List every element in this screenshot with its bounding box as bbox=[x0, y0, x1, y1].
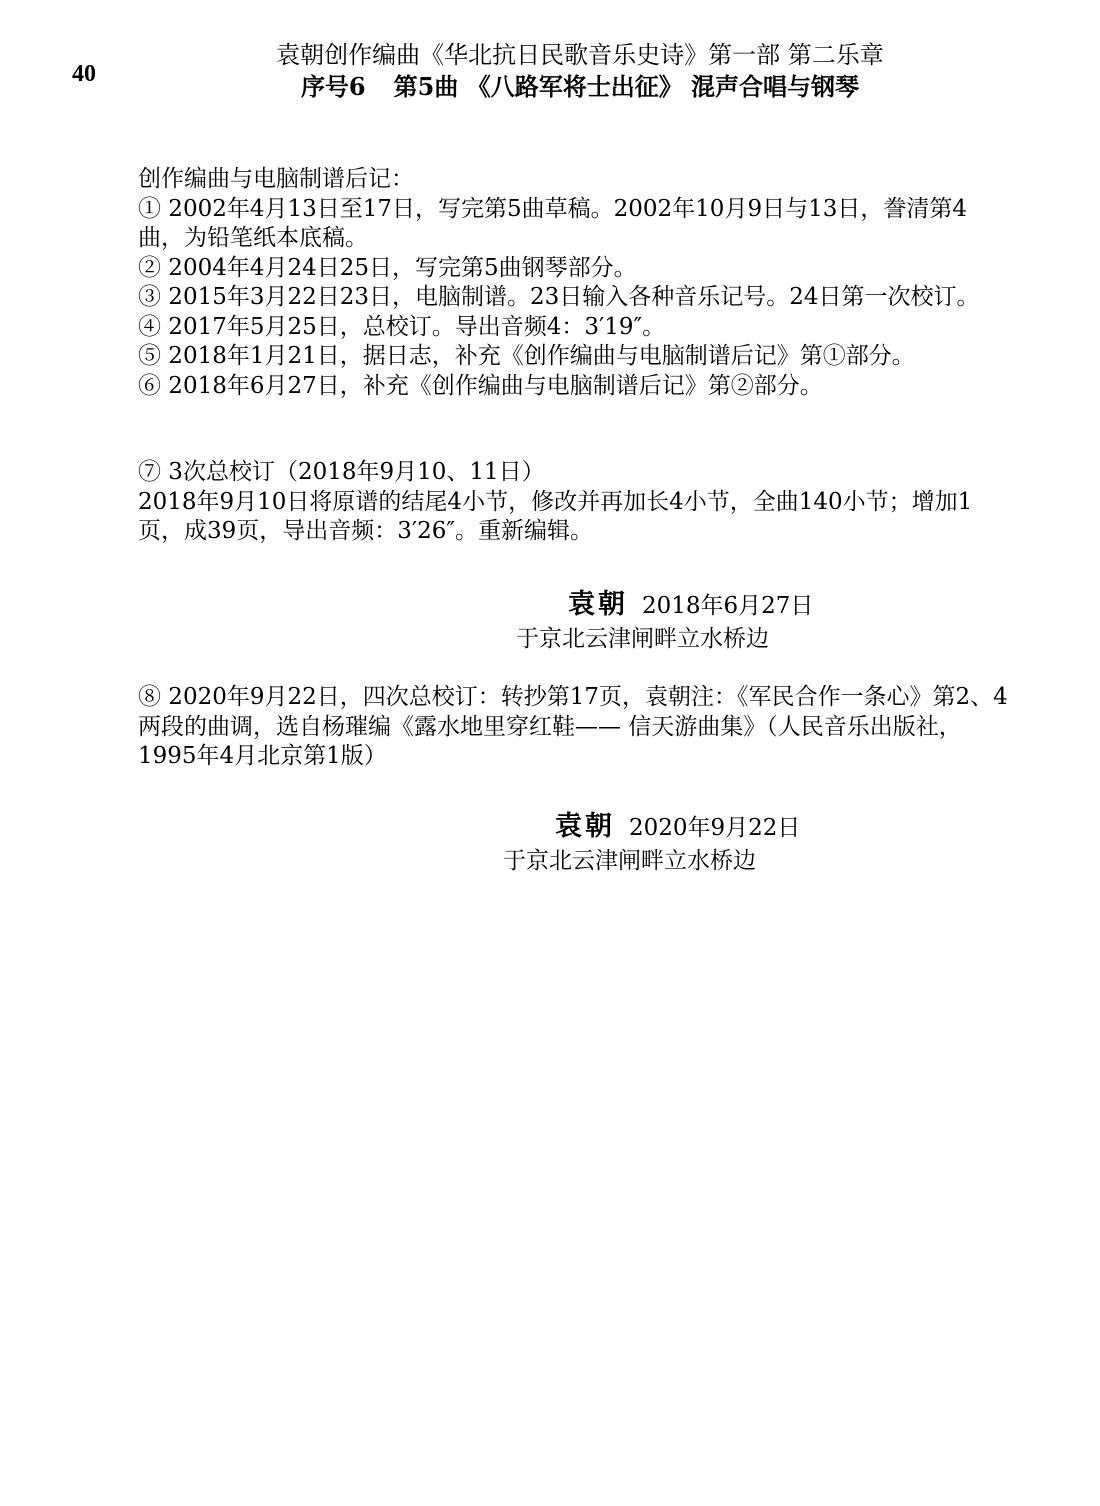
notes-block bbox=[138, 165, 1008, 401]
place-part: 云津闸畔 bbox=[572, 848, 664, 874]
signature-name: 袁朝 bbox=[568, 589, 628, 620]
signature-2 bbox=[555, 810, 800, 845]
header-sequence: 序号6 bbox=[300, 72, 366, 101]
place-part: 立水桥边 bbox=[677, 626, 769, 652]
signature-2-place bbox=[503, 844, 756, 878]
place-part: 于京北 bbox=[503, 848, 572, 874]
note-item-7-body: 2018年9月10日将原谱的结尾4小节，修改并再加长4小节，全曲140小节；增加1页，成39页，导出音频：3′26″。重新编辑。 bbox=[138, 488, 973, 544]
note-item-1: ① 2002年4月13日至17日，写完第5曲草稿。2002年10月9日与13日，誊清第4曲，为铅笔纸本底稿。 bbox=[138, 195, 967, 251]
note-item-4: ④ 2017年5月25日，总校订。导出音频4：3′19″。 bbox=[138, 313, 666, 340]
note-item-8-block bbox=[138, 683, 1008, 772]
note-item-7-title: ⑦ 3次总校订（2018年9月10、11日） bbox=[138, 459, 545, 485]
signature-name: 袁朝 bbox=[555, 811, 615, 842]
notes-heading: 创作编曲与电脑制谱后记： bbox=[138, 166, 414, 192]
note-item-8: ⑧ 2020年9月22日，四次总校订：转抄第17页，袁朝注：《军民合作一条心》第2、4两段的曲调，选自杨璀编《露水地里穿红鞋—— 信天游曲集》（人民音乐出版社，1995年4月北京第1版） bbox=[138, 684, 1008, 769]
header-subtitle bbox=[150, 72, 1010, 102]
page-number: 40 bbox=[72, 61, 96, 87]
signature-1-place bbox=[516, 622, 769, 656]
note-item-7-block bbox=[138, 458, 1008, 547]
signature-date: 2018年6月27日 bbox=[642, 593, 814, 619]
signature-1 bbox=[568, 588, 813, 623]
note-item-6: ⑥ 2018年6月27日，补充《创作编曲与电脑制谱后记》第②部分。 bbox=[138, 372, 823, 399]
note-item-2: ② 2004年4月24日25日，写完第5曲钢琴部分。 bbox=[138, 254, 637, 281]
header-title: 袁朝创作编曲《华北抗日民歌音乐史诗》第一部 第二乐章 bbox=[276, 41, 884, 69]
note-item-3: ③ 2015年3月22日23日，电脑制谱。23日输入各种音乐记号。24日第一次校订。 bbox=[138, 284, 980, 310]
place-part: 云津闸畔 bbox=[585, 626, 677, 652]
header-piece: 第5曲 《八路军将士出征》 混声合唱与钢琴 bbox=[393, 72, 860, 101]
note-item-5: ⑤ 2018年1月21日，据日志，补充《创作编曲与电脑制谱后记》第①部分。 bbox=[138, 343, 915, 369]
place-part: 于京北 bbox=[516, 626, 585, 652]
signature-date: 2020年9月22日 bbox=[629, 815, 801, 841]
place-part: 立水桥边 bbox=[664, 848, 756, 874]
